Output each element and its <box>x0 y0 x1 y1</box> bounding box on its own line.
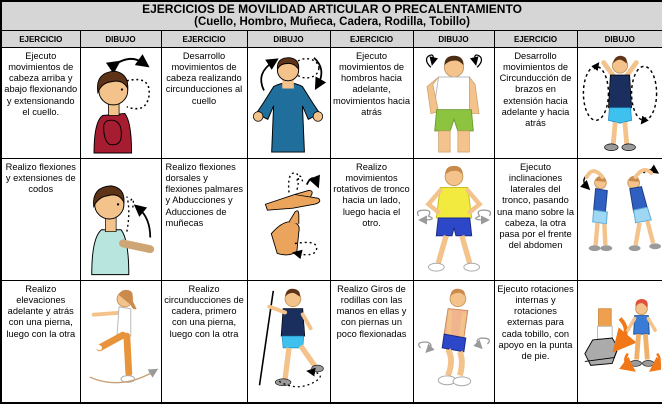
drawing-cell <box>80 281 161 403</box>
hip-circumduction-illustration <box>249 283 329 399</box>
drawing-cell <box>80 48 161 159</box>
drawing-cell <box>577 48 662 159</box>
trunk-rotation-illustration <box>414 161 494 277</box>
drawing-cell <box>247 281 330 403</box>
shoulder-movement-illustration <box>415 50 493 154</box>
exercise-text: Realizo flexiones y extensiones de codos <box>1 159 80 281</box>
exercise-text: Realizo circunducciones de cadera, primero con una pierna, luego con la otra <box>161 281 247 403</box>
lateral-inclination-illustration <box>579 161 661 271</box>
exercise-text: Ejecuto movimientos de hombros hacia adelante, movimientos hacia atrás <box>330 48 413 159</box>
exercise-text: Desarrollo movimientos de cabeza realizando circunducciones al cuello <box>161 48 247 159</box>
column-header-row <box>1 31 662 48</box>
exercise-text: Desarrollo movimientos de Circunducción de brazos en extensión hacia adelante y hacia atrás <box>494 48 577 159</box>
title-line1: EJERCICIOS DE MOVILIDAD ARTICULAR O PRECALENTAMIENTO <box>142 2 522 17</box>
drawing-cell <box>577 281 662 403</box>
col-header-dibujo-3: DIBUJO <box>413 31 494 48</box>
exercise-text: Realizo Giros de rodillas con las manos en ellas y con piernas un poco flexionadas <box>330 281 413 403</box>
drawing-cell <box>80 159 161 281</box>
col-header-dibujo-1: DIBUJO <box>80 31 161 48</box>
drawing-cell <box>247 159 330 281</box>
exercise-text: Realizo flexiones dorsales y flexiones palmares y Abducciones y Aducciones de muñecas <box>161 159 247 281</box>
col-header-ejercicio-2: EJERCICIO <box>161 31 247 48</box>
drawing-cell <box>413 48 494 159</box>
drawing-cell <box>247 48 330 159</box>
leg-elevation-illustration <box>82 283 160 399</box>
title-line2: (Cuello, Hombro, Muñeca, Cadera, Rodilla, Tobillo) <box>194 16 470 29</box>
neck-circumduction-illustration <box>249 50 329 154</box>
drawing-cell <box>413 159 494 281</box>
table-row <box>1 48 662 159</box>
knee-rotation-illustration <box>414 283 494 399</box>
wrist-movements-illustration <box>249 161 329 275</box>
exercise-text: Ejecuto rotaciones internas y rotaciones externas para cada tobillo, con apoyo en la punta de pie. <box>494 281 577 403</box>
drawing-cell <box>577 159 662 281</box>
col-header-dibujo-2: DIBUJO <box>247 31 330 48</box>
arm-circumduction-illustration <box>580 50 660 154</box>
table-row <box>1 281 662 403</box>
col-header-ejercicio-1: EJERCICIO <box>1 31 80 48</box>
col-header-dibujo-4: DIBUJO <box>577 31 662 48</box>
drawing-cell <box>413 281 494 403</box>
neck-flexion-illustration <box>82 50 160 154</box>
col-header-ejercicio-3: EJERCICIO <box>330 31 413 48</box>
ankle-rotation-illustration <box>579 283 661 395</box>
exercise-text: Ejecuto movimientos de cabeza arriba y abajo flexionando y extensionando el cuello. <box>1 48 80 159</box>
col-header-ejercicio-4: EJERCICIO <box>494 31 577 48</box>
exercise-text: Ejecuto inclinaciones laterales del tronco, pasando una mano sobre la cabeza, la otra pasa por el frente del abdomen <box>494 159 577 281</box>
elbow-flexion-illustration <box>82 161 160 277</box>
table-row <box>1 159 662 281</box>
table-title <box>1 1 662 31</box>
exercise-text: Realizo movimientos rotativos de tronco hacia un lado, luego hacia el otro. <box>330 159 413 281</box>
exercise-text: Realizo elevaciones adelante y atrás con una pierna, luego con la otra <box>1 281 80 403</box>
